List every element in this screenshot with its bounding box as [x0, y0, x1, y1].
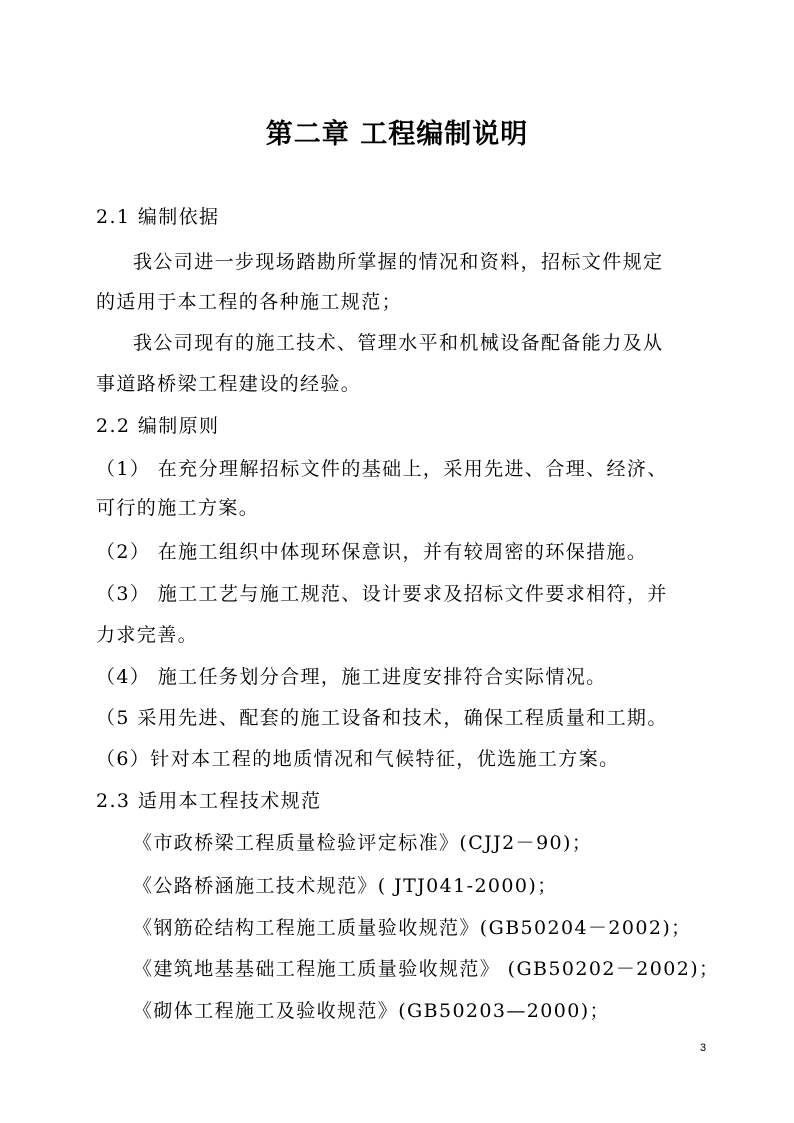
basis-paragraph-1-line-2: 的适用于本工程的各种施工规范； — [96, 291, 403, 313]
principle-item-2: （2） 在施工组织中体现环保意识，并有较周密的环保措施。 — [96, 541, 648, 563]
basis-paragraph-2-line-1: 我公司现有的施工技术、管理水平和机械设备配备能力及从 — [133, 332, 664, 354]
principle-item-3-line-1: （3） 施工工艺与施工规范、设计要求及招标文件要求相符，并 — [96, 583, 668, 605]
standard-item-5: 《砌体工程施工及验收规范》(GB50203—2000)； — [133, 1000, 610, 1022]
principle-item-5: （5 采用先进、配套的施工设备和技术，确保工程质量和工期。 — [96, 707, 668, 729]
section-heading-basis: 2.1 编制依据 — [96, 206, 220, 228]
section-heading-principles: 2.2 编制原则 — [96, 415, 220, 437]
standard-item-3: 《钢筋砼结构工程施工质量验收规范》(GB50204－2002)； — [133, 917, 692, 939]
principle-item-1-line-1: （1） 在充分理解招标文件的基础上，采用先进、合理、经济、 — [96, 458, 668, 480]
principle-item-1-line-2: 可行的施工方案。 — [96, 497, 260, 519]
section-heading-standards: 2.3 适用本工程技术规范 — [96, 790, 322, 812]
standard-item-4: 《建筑地基基础工程施工质量验收规范》 (GB50202－2002)； — [133, 958, 720, 980]
principle-item-3-line-2: 力求完善。 — [96, 624, 199, 646]
page-number: 3 — [700, 1042, 707, 1054]
basis-paragraph-2-line-2: 事道路桥梁工程建设的经验。 — [96, 373, 362, 395]
basis-paragraph-1-line-1: 我公司进一步现场踏勘所掌握的情况和资料，招标文件规定 — [133, 251, 664, 273]
chapter-title: 第二章 工程编制说明 — [265, 119, 529, 150]
standard-item-2: 《公路桥涵施工技术规范》( JTJ041-2000)； — [133, 875, 558, 897]
principle-item-4: （4） 施工任务划分合理，施工进度安排符合实际情况。 — [96, 666, 607, 688]
principle-item-6: （6）针对本工程的地质情况和气候特征，优选施工方案。 — [96, 748, 620, 770]
standard-item-1: 《市政桥梁工程质量检验评定标准》(CJJ2－90)； — [133, 832, 593, 854]
